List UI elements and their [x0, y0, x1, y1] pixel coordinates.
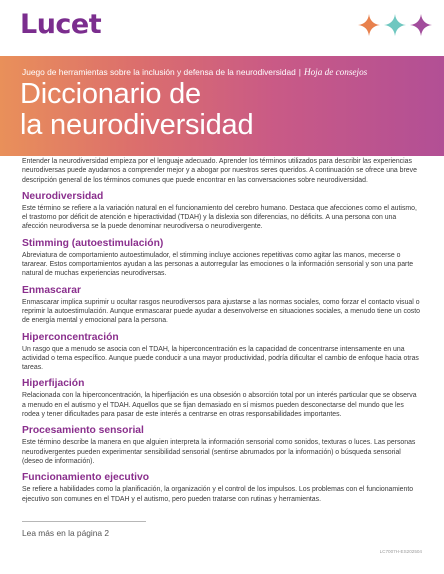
lucet-logo: Lucet	[20, 9, 102, 40]
subtitle-separator: |	[298, 67, 301, 77]
orange-sparkle-icon	[358, 14, 380, 36]
term-enmascarar	[22, 285, 420, 326]
term-description: Abreviatura de comportamiento autoestimulador, el stimming incluye acciones repetitivas como agitar las manos, mecerse o tararear. Estos comportamientos ayudan a las personas a autorregular las emociones o la información sensorial y son una parte natural de muchas experiencias neurodiversas.	[22, 251, 414, 278]
subtitle-text: Juego de herramientas sobre la inclusión y defensa de la neurodiversidad	[22, 67, 296, 77]
doc-type-label: Hoja de consejos	[303, 67, 368, 77]
term-description: Enmascarar implica suprimir u ocultar rasgos neurodiversos para ajustarse a las normas sociales, como forzar el contacto visual o reprimir la autoestimulación. Aunque enmascarar puede ayudar a desenvolverse en situaciones sociales, a menudo tiene un costo de energía mental y emocional para la persona.	[22, 298, 420, 325]
term-description: Este término describe la manera en que alguien interpreta la información sensorial como sonidos, texturas o luces. Las personas neurodivergentes pueden experimentar sensibilidad sensorial (sentirse abrumados por la información) o búsqueda sensorial (deseo de información).	[22, 439, 416, 465]
term-heading: Hiperconcentración	[22, 331, 119, 343]
term-heading: Enmascarar	[22, 284, 81, 296]
term-heading: Stimming (autoestimulación)	[22, 237, 164, 249]
title-line-1: Diccionario de	[20, 78, 201, 110]
term-heading: Hiperfijación	[22, 378, 85, 390]
term-heading: Funcionamiento ejecutivo	[22, 472, 150, 484]
teal-sparkle-icon	[384, 14, 406, 36]
term-procesamiento-sensorial	[22, 425, 420, 466]
read-more-link[interactable]: Lea más en la página 2	[22, 528, 110, 538]
document-code: LC7007H-ES202504	[379, 549, 422, 554]
term-heading: Neurodiversidad	[22, 190, 104, 202]
term-neurodiversidad	[22, 191, 420, 232]
intro-paragraph: Entender la neurodiversidad empieza por el lenguaje adecuado. Aprender los términos utilizados para describir las experiencias neurodiversas puede ayudarnos a comprender mejor y a abogar por nuestros seres queridos. A continuación se ofrece una breve descripción general de los términos comunes que puede encontrar en las conversaciones sobre neurodiversidad.	[22, 158, 417, 184]
toolkit-subtitle	[22, 67, 367, 77]
term-description: Se refiere a habilidades como la planificación, la organización y el control de los impulsos. Los problemas con el funcionamiento ejecutivo son comunes en el TDAH y el autismo, pero pueden tratarse con rutinas y herramientas.	[22, 486, 414, 503]
term-heading: Procesamiento sensorial	[22, 425, 144, 437]
term-hiperconcentracion	[22, 332, 420, 373]
purple-sparkle-icon	[410, 14, 432, 36]
sparkle-icons	[358, 14, 432, 36]
term-description: Relacionada con la hiperconcentración, la hiperfijación es una obsesión o absorción total por un interés particular que se observa a menudo en el autismo y el TDAH. Aquellos que se fijan demasiado en sí mismos pueden desconectarse del mundo que les rodea y tener dificultades para pasar de este interés a centrarse en otras responsabilidades importantes.	[22, 392, 417, 419]
term-funcionamiento-ejecutivo	[22, 472, 420, 504]
page-title	[20, 79, 253, 141]
main-content	[22, 157, 420, 510]
header-banner	[0, 56, 444, 156]
term-hiperfijacion	[22, 378, 420, 419]
title-line-2: la neurodiversidad	[20, 109, 254, 141]
term-stimming	[22, 238, 420, 279]
term-description: Un rasgo que a menudo se asocia con el TDAH, la hiperconcentración es la capacidad de concentrarse intensamente en una actividad o tema específico. Aunque puede conducir a una mayor productividad, podría dificultar el cambio de enfoque hacia otras tareas.	[22, 345, 419, 372]
term-description: Este término se refiere a la variación natural en el funcionamiento del cerebro humano. Destaca que afecciones como el autismo, el trastorno por déficit de atención e hiperactividad (TDAH) y la dislexia son diferencias, no déficits. A una persona con una afección neurodiversa se la puede denominar neurodiversa o neurodivergente.	[22, 204, 417, 231]
footer-divider	[22, 521, 146, 522]
